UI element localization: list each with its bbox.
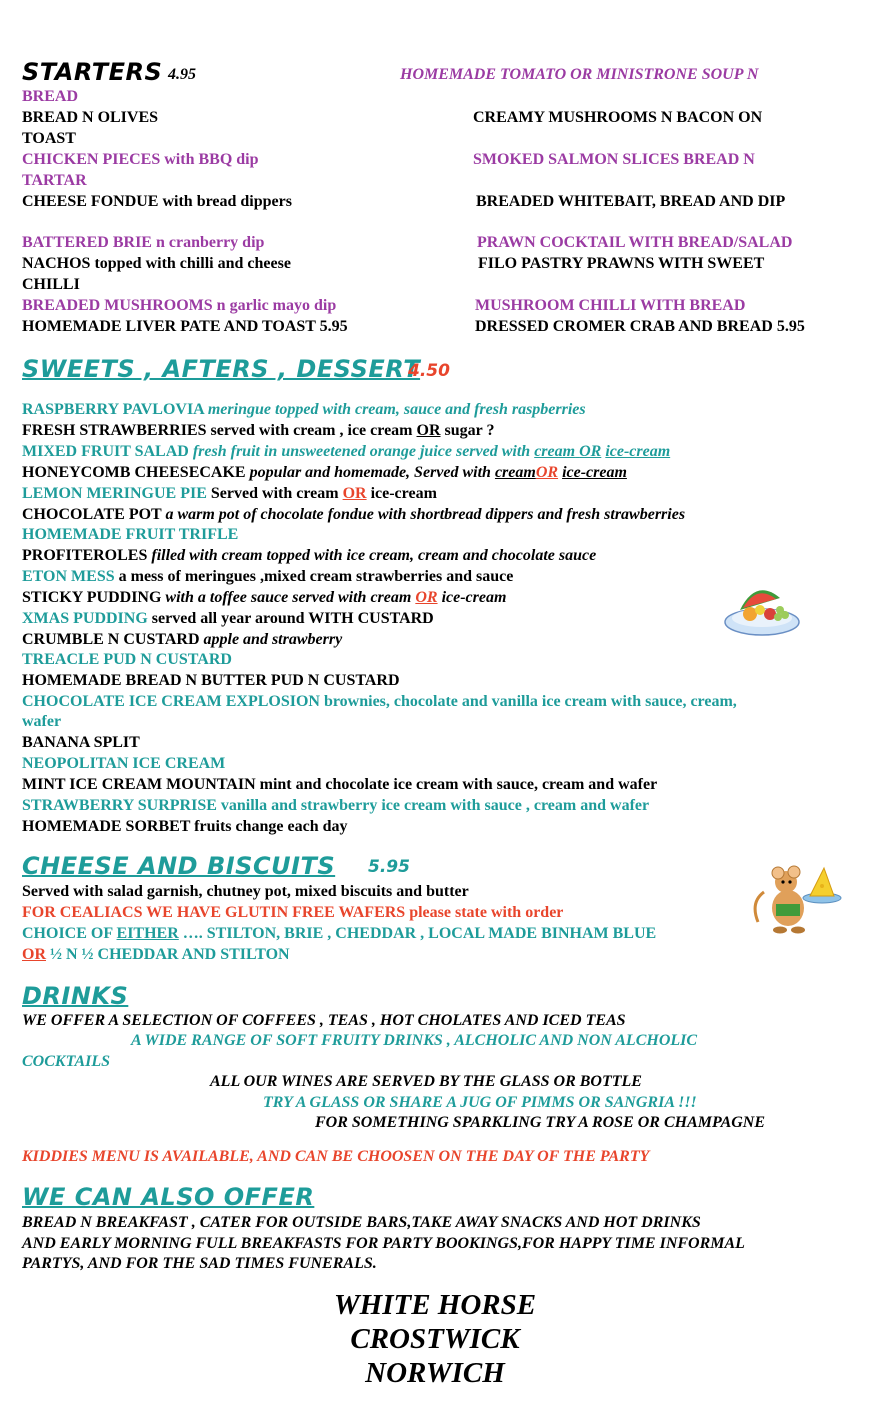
dessert-item: wafer [22, 713, 62, 730]
kiddies-note: KIDDIES MENU IS AVAILABLE, AND CAN BE CHOOSEN ON THE DAY OF THE PARTY [22, 1148, 650, 1165]
drinks-line: TRY A GLASS OR SHARE A JUG OF PIMMS OR SANGRIA !!! [263, 1094, 697, 1111]
cheese-line: CHOICE OF EITHER …. STILTON, BRIE , CHEDDAR , LOCAL MADE BINHAM BLUE [22, 925, 657, 942]
starter-item: CHEESE FONDUE with bread dippers [22, 193, 292, 210]
starter-item: BATTERED BRIE n cranberry dip [22, 234, 265, 251]
offer-heading: WE CAN ALSO OFFER [22, 1183, 315, 1211]
dessert-item: RASPBERRY PAVLOVIA meringue topped with cream, sauce and fresh raspberries [22, 401, 586, 418]
drinks-line: FOR SOMETHING SPARKLING TRY A ROSE OR CHAMPAGNE [315, 1114, 766, 1131]
drinks-line: COCKTAILS [22, 1053, 111, 1070]
offer-line: BREAD N BREAKFAST , CATER FOR OUTSIDE BARS,TAKE AWAY SNACKS AND HOT DRINKS [22, 1214, 701, 1231]
starter-item: CHILLI [22, 276, 80, 293]
fruit-bowl-illustration [722, 570, 802, 640]
offer-line: PARTYS, AND FOR THE SAD TIMES FUNERALS. [22, 1255, 377, 1272]
drinks-line: A WIDE RANGE OF SOFT FRUITY DRINKS , ALCHOLIC AND NON ALCHOLIC [131, 1032, 698, 1049]
starter-item: NACHOS topped with chilli and cheese [22, 255, 291, 272]
dessert-item: MIXED FRUIT SALAD fresh fruit in unsweetened orange juice served with cream OR ice-cream [22, 443, 671, 460]
dessert-item: HONEYCOMB CHEESECAKE popular and homemade, Served with creamOR ice-cream [22, 464, 627, 481]
venue-name: WHITE HORSE [333, 1289, 537, 1321]
dessert-item: CRUMBLE N CUSTARD apple and strawberry [22, 631, 343, 648]
dessert-item: CHOCOLATE POT a warm pot of chocolate fondue with shortbread dippers and fresh strawberries [22, 506, 686, 523]
starter-item: TARTAR [22, 172, 87, 189]
starter-item: HOMEMADE LIVER PATE AND TOAST 5.95 [22, 318, 348, 335]
dessert-item: LEMON MERINGUE PIE Served with cream OR ice-cream [22, 485, 437, 502]
dessert-item: TREACLE PUD N CUSTARD [22, 651, 232, 668]
starter-item: DRESSED CROMER CRAB AND BREAD 5.95 [475, 318, 805, 335]
sweets-price: 4.50 [408, 361, 450, 381]
dessert-item: HOMEMADE FRUIT TRIFLE [22, 526, 239, 543]
starter-item: PRAWN COCKTAIL WITH BREAD/SALAD [477, 234, 793, 251]
cheese-heading: CHEESE AND BISCUITS [22, 852, 336, 880]
starter-item: FILO PASTRY PRAWNS WITH SWEET [478, 255, 765, 272]
starter-item: SMOKED SALMON SLICES BREAD N [473, 151, 755, 168]
sweets-heading: SWEETS , AFTERS , DESSERT [22, 355, 421, 383]
starter-item: BREADED MUSHROOMS n garlic mayo dip [22, 297, 337, 314]
venue-city: NORWICH [365, 1357, 505, 1389]
dessert-item: PROFITEROLES filled with cream topped with ice cream, cream and chocolate sauce [22, 547, 597, 564]
dessert-item: XMAS PUDDING served all year around WITH CUSTARD [22, 610, 434, 627]
dessert-item: HOMEMADE SORBET fruits change each day [22, 818, 348, 835]
dessert-item: MINT ICE CREAM MOUNTAIN mint and chocolate ice cream with sauce, cream and wafer [22, 776, 658, 793]
drinks-line: WE OFFER A SELECTION OF COFFEES , TEAS , HOT CHOLATES AND ICED TEAS [22, 1012, 626, 1029]
dessert-item: FRESH STRAWBERRIES served with cream , ice cream OR sugar ? [22, 422, 495, 439]
cheese-price: 5.95 [368, 857, 410, 877]
starter-item: CREAMY MUSHROOMS N BACON ON [473, 109, 763, 126]
mouse-cheese-illustration [748, 862, 844, 938]
dessert-item: BANANA SPLIT [22, 734, 140, 751]
dessert-item: HOMEMADE BREAD N BUTTER PUD N CUSTARD [22, 672, 400, 689]
starter-item: MUSHROOM CHILLI WITH BREAD [475, 297, 746, 314]
cheese-line: FOR CEALIACS WE HAVE GLUTIN FREE WAFERS please state with order [22, 904, 564, 921]
starter-item: HOMEMADE TOMATO OR MINISTRONE SOUP N [400, 66, 759, 83]
dessert-item: ETON MESS a mess of meringues ,mixed cream strawberries and sauce [22, 568, 514, 585]
offer-line: AND EARLY MORNING FULL BREAKFASTS FOR PARTY BOOKINGS,FOR HAPPY TIME INFORMAL [22, 1235, 745, 1252]
dessert-item: NEOPOLITAN ICE CREAM [22, 755, 226, 772]
cheese-line: Served with salad garnish, chutney pot, mixed biscuits and butter [22, 883, 469, 900]
starter-item: CHICKEN PIECES with BBQ dip [22, 151, 259, 168]
starter-item: BREAD [22, 88, 79, 105]
dessert-item: STICKY PUDDING with a toffee sauce served with cream OR ice-cream [22, 589, 507, 606]
starter-item: BREAD N OLIVES [22, 109, 159, 126]
dessert-item: CHOCOLATE ICE CREAM EXPLOSION brownies, chocolate and vanilla ice cream with sauce, cream, [22, 693, 737, 710]
starter-item: BREADED WHITEBAIT, BREAD AND DIP [476, 193, 786, 210]
starters-price: 4.95 [168, 66, 196, 83]
drinks-heading: DRINKS [22, 982, 129, 1010]
starters-heading: STARTERS [22, 58, 163, 86]
dessert-item: STRAWBERRY SURPRISE vanilla and strawberry ice cream with sauce , cream and wafer [22, 797, 650, 814]
venue-village: CROSTWICK [350, 1323, 520, 1355]
drinks-line: ALL OUR WINES ARE SERVED BY THE GLASS OR BOTTLE [210, 1073, 642, 1090]
cheese-line: OR ½ N ½ CHEDDAR AND STILTON [22, 946, 290, 963]
starter-item: TOAST [22, 130, 76, 147]
